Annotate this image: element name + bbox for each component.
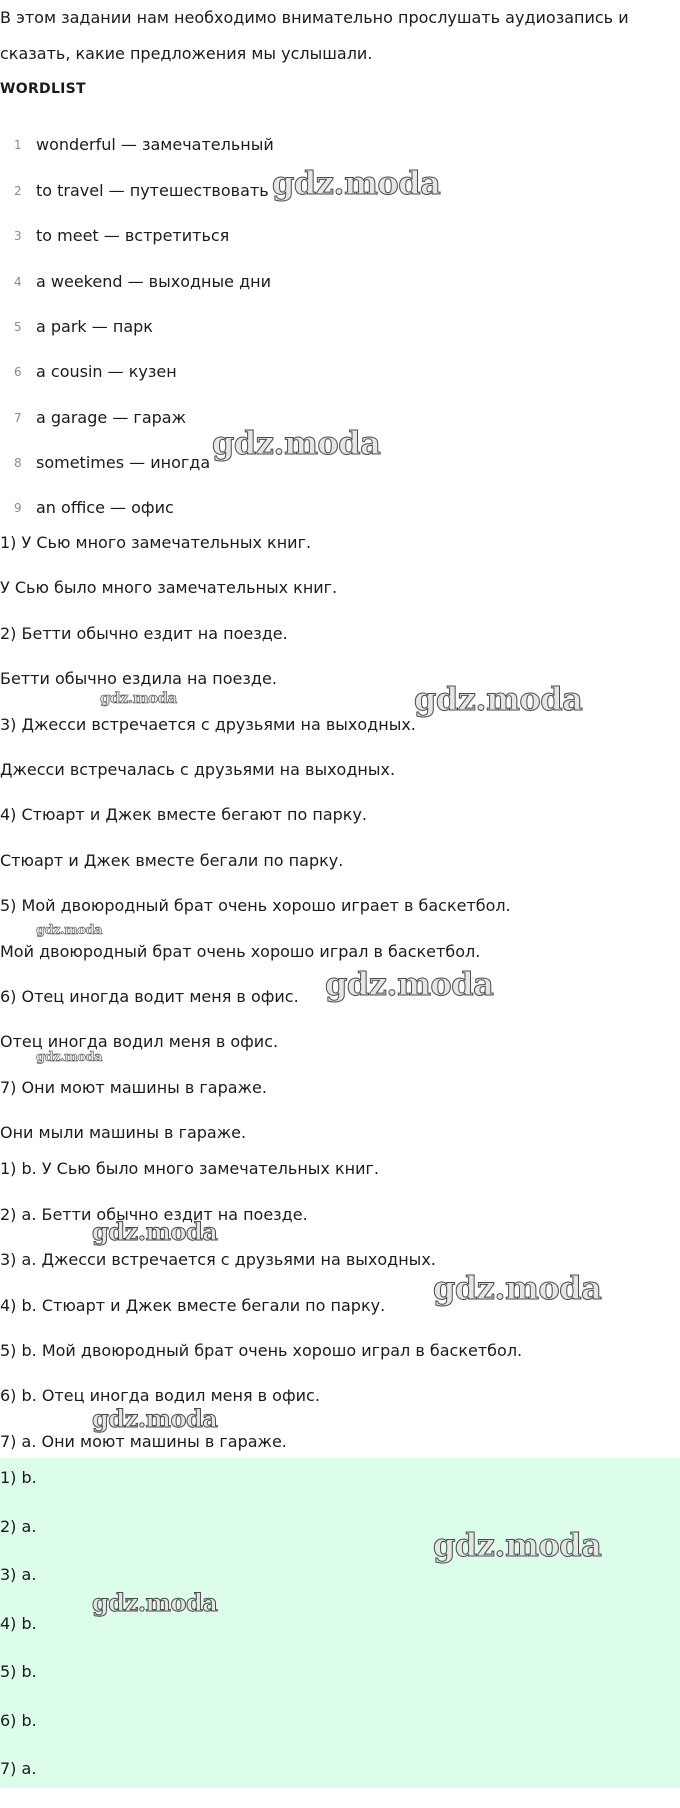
- translation-line: Отец иногда водил меня в офис.: [0, 1032, 279, 1051]
- translation-line: 5) Мой двоюродный брат очень хорошо играет в баскетбол.: [0, 896, 511, 915]
- wordlist-item-text: wonderful — замечательный: [36, 135, 274, 154]
- wordlist-heading: WORDLIST: [0, 81, 86, 97]
- selected-sentence: 6) b. Отец иногда водил меня в офис.: [0, 1386, 320, 1405]
- selected-sentence: 2) a. Бетти обычно ездит на поезде.: [0, 1205, 308, 1224]
- wordlist-item-text: a weekend — выходные дни: [36, 272, 271, 291]
- translation-line: Джесси встречалась с друзьями на выходных.: [0, 760, 396, 779]
- selected-sentence: 5) b. Мой двоюродный брат очень хорошо играл в баскетбол.: [0, 1341, 523, 1360]
- watermark: gdz.moda: [92, 1588, 218, 1617]
- wordlist-item-text: a garage — гараж: [36, 408, 186, 427]
- translation-line: 1) У Сью много замечательных книг.: [0, 533, 312, 552]
- translation-line: 4) Стюарт и Джек вместе бегают по парку.: [0, 805, 367, 824]
- translation-line: Мой двоюродный брат очень хорошо играл в баскетбол.: [0, 942, 481, 961]
- wordlist-item-number: 4: [14, 275, 22, 289]
- wordlist-item-number: 6: [14, 365, 22, 379]
- watermark: gdz.moda: [433, 1269, 602, 1307]
- wordlist-item-number: 3: [14, 229, 22, 243]
- wordlist-item-number: 8: [14, 456, 22, 470]
- wordlist-item-text: sometimes — иногда: [36, 453, 211, 472]
- translation-line: У Сью было много замечательных книг.: [0, 578, 338, 597]
- watermark: gdz.moda: [272, 164, 441, 202]
- translation-line: Они мыли машины в гараже.: [0, 1123, 247, 1142]
- wordlist-item-text: a park — парк: [36, 317, 153, 336]
- wordlist-item-number: 5: [14, 320, 22, 334]
- watermark: gdz.moda: [92, 1217, 218, 1246]
- translation-line: 2) Бетти обычно ездит на поезде.: [0, 624, 288, 643]
- intro-line: сказать, какие предложения мы услышали.: [0, 44, 373, 63]
- answer-panel: [0, 1458, 680, 1788]
- watermark: gdz.moda: [433, 1526, 602, 1564]
- wordlist-item-number: 1: [14, 138, 22, 152]
- selected-sentence: 4) b. Стюарт и Джек вместе бегали по парку.: [0, 1296, 386, 1315]
- watermark: gdz.moda: [100, 689, 177, 707]
- answer-item: 2) a.: [0, 1517, 37, 1536]
- wordlist-item-number: 7: [14, 411, 22, 425]
- intro-line: В этом задании нам необходимо внимательно прослушать аудиозапись и: [0, 8, 629, 27]
- watermark: gdz.moda: [212, 424, 381, 462]
- translation-line: 6) Отец иногда водит меня в офис.: [0, 987, 299, 1006]
- wordlist-item-number: 9: [14, 501, 22, 515]
- selected-sentence: 3) a. Джесси встречается с друзьями на выходных.: [0, 1250, 436, 1269]
- watermark: gdz.moda: [325, 965, 494, 1003]
- answer-item: 3) a.: [0, 1565, 37, 1584]
- translation-line: 3) Джесси встречается с друзьями на выходных.: [0, 715, 416, 734]
- answer-item: 1) b.: [0, 1468, 37, 1487]
- wordlist-item-number: 2: [14, 184, 22, 198]
- watermark: gdz.moda: [414, 680, 583, 718]
- translation-line: Бетти обычно ездила на поезде.: [0, 669, 277, 688]
- wordlist-item-text: an office — офис: [36, 498, 174, 517]
- wordlist-item-text: a cousin — кузен: [36, 362, 177, 381]
- translation-line: 7) Они моют машины в гараже.: [0, 1078, 267, 1097]
- wordlist-item-text: to meet — встретиться: [36, 226, 230, 245]
- translation-line: Стюарт и Джек вместе бегали по парку.: [0, 851, 344, 870]
- answer-item: 4) b.: [0, 1614, 37, 1633]
- answer-item: 6) b.: [0, 1711, 37, 1730]
- watermark: gdz.moda: [36, 1050, 103, 1065]
- answer-item: 7) a.: [0, 1759, 37, 1778]
- wordlist-item-text: to travel — путешествовать: [36, 181, 269, 200]
- selected-sentence: 7) a. Они моют машины в гараже.: [0, 1432, 287, 1451]
- watermark: gdz.moda: [92, 1404, 218, 1433]
- watermark: gdz.moda: [36, 923, 103, 938]
- selected-sentence: 1) b. У Сью было много замечательных книг.: [0, 1159, 379, 1178]
- answer-item: 5) b.: [0, 1662, 37, 1681]
